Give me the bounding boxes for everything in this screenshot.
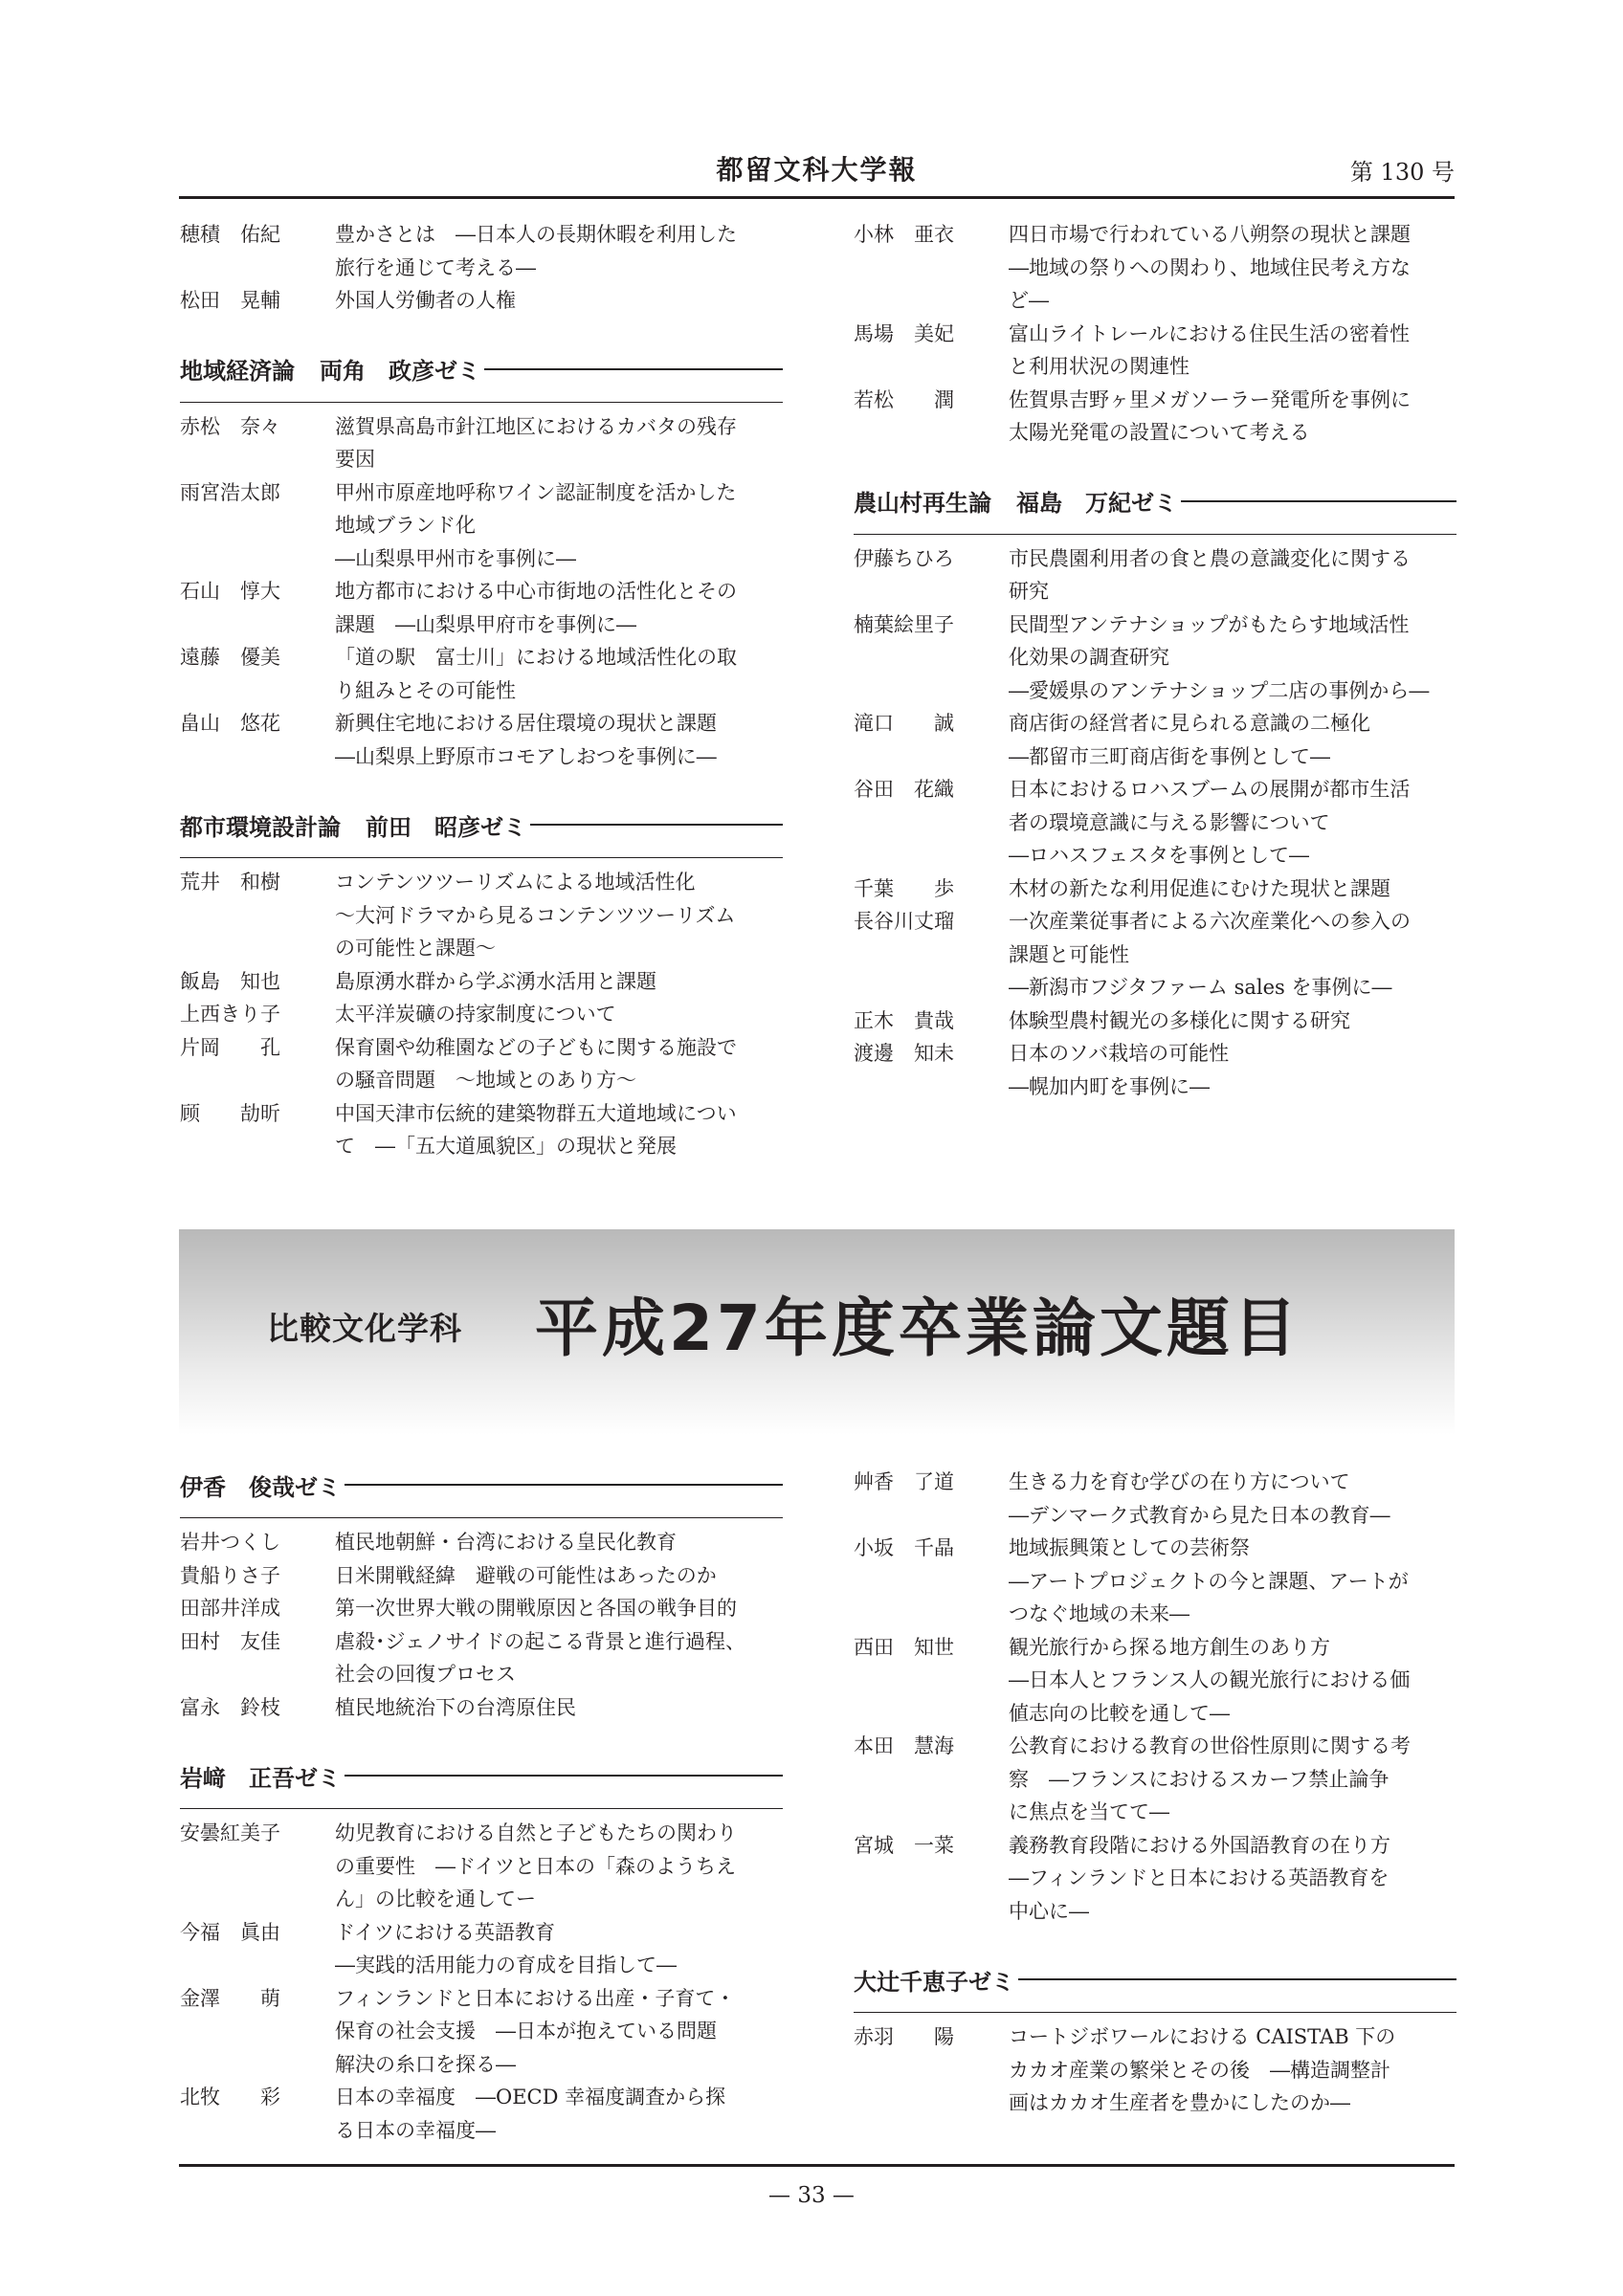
subject-name: 農山村再生論 bbox=[854, 490, 991, 517]
subject-name: 大辻千恵子ゼミ bbox=[854, 1968, 1014, 1996]
student-name: 馬場 美妃 bbox=[854, 321, 954, 345]
student-name: 伊藤ちひろ bbox=[854, 546, 954, 570]
subject-name: 地域経済論 bbox=[180, 358, 295, 385]
thesis-title-line: 一次産業従事者による六次産業化への参入の bbox=[1009, 910, 1411, 933]
seminar-heading bbox=[180, 1756, 783, 1795]
subject-name: 伊香 俊哉ゼミ bbox=[180, 1473, 341, 1501]
thesis-entry bbox=[854, 1004, 1456, 1038]
thesis-title bbox=[1009, 318, 1456, 384]
thesis-title-line: 社会の回復プロセス bbox=[335, 1663, 516, 1686]
heading-rule bbox=[484, 368, 783, 370]
heading-rule bbox=[1018, 1978, 1456, 1980]
thesis-entry bbox=[854, 707, 1456, 773]
section-rule bbox=[180, 1808, 783, 1809]
thesis-entry bbox=[180, 707, 783, 773]
thesis-entry bbox=[180, 575, 783, 641]
thesis-title-line: と利用状況の関連性 bbox=[1009, 355, 1189, 378]
thesis-title-line: つなぐ地域の未来― bbox=[1009, 1602, 1189, 1625]
thesis-title bbox=[335, 1625, 783, 1691]
thesis-title bbox=[1009, 707, 1456, 773]
thesis-title-line: に焦点を当てて― bbox=[1009, 1800, 1169, 1823]
student-name: 飯島 知也 bbox=[180, 969, 280, 993]
thesis-entry bbox=[180, 1097, 783, 1163]
thesis-title-line: ―デンマーク式教育から見た日本の教育― bbox=[1009, 1503, 1390, 1527]
thesis-entry bbox=[180, 1592, 783, 1625]
thesis-title bbox=[1009, 773, 1456, 872]
thesis-entry bbox=[854, 1466, 1456, 1532]
thesis-title-line: 解決の糸口を探る― bbox=[335, 2052, 516, 2076]
seminar-heading bbox=[854, 482, 1456, 520]
thesis-title bbox=[1009, 542, 1456, 608]
seminar-heading bbox=[180, 1466, 783, 1504]
thesis-title-line: 商店街の経営者に見られる意識の二極化 bbox=[1009, 712, 1370, 735]
student-name: 貴船りさ子 bbox=[180, 1563, 280, 1587]
thesis-title bbox=[335, 410, 783, 476]
thesis-title-line: 旅行を通じて考える― bbox=[335, 255, 536, 279]
thesis-entry bbox=[854, 2020, 1456, 2120]
thesis-title-line: 植民地統治下の台湾原住民 bbox=[335, 1695, 576, 1719]
thesis-title-line: 中国天津市伝統的建築物群五大道地域につい bbox=[335, 1101, 737, 1125]
thesis-title bbox=[1009, 1730, 1456, 1829]
student-name: 谷田 花織 bbox=[854, 778, 954, 801]
issue-number: 第 130 号 bbox=[1349, 159, 1455, 186]
thesis-title-line: て ―「五大道風貌区」の現状と発展 bbox=[335, 1135, 677, 1158]
thesis-title-line: 課題 ―山梨県甲府市を事例に― bbox=[335, 612, 636, 636]
thesis-title-line: ―実践的活用能力の育成を目指して― bbox=[335, 1954, 677, 1976]
thesis-title bbox=[335, 2081, 783, 2147]
subject-name: 都市環境設計論 bbox=[180, 813, 341, 841]
thesis-title-line: 新興住宅地における居住環境の現状と課題 bbox=[335, 712, 717, 735]
column-top-left bbox=[180, 218, 783, 1163]
student-name: 楠葉絵里子 bbox=[854, 612, 954, 636]
thesis-entry bbox=[854, 1532, 1456, 1631]
thesis-title-line: 中心に― bbox=[1009, 1899, 1089, 1923]
thesis-title bbox=[1009, 1037, 1456, 1103]
thesis-title-line: 公教育における教育の世俗性原則に関する考 bbox=[1009, 1734, 1411, 1757]
thesis-title bbox=[335, 476, 783, 576]
thesis-title bbox=[335, 1916, 783, 1982]
column-top-right bbox=[854, 218, 1456, 1103]
thesis-title bbox=[1009, 1004, 1456, 1038]
seminar-heading bbox=[180, 350, 783, 388]
thesis-title-line: 研究 bbox=[1009, 580, 1049, 603]
thesis-title-line: 値志向の比較を通して― bbox=[1009, 1701, 1230, 1725]
thesis-title-line: 要因 bbox=[335, 448, 375, 471]
student-name: 本田 慧海 bbox=[854, 1734, 954, 1757]
thesis-title bbox=[1009, 2020, 1456, 2120]
thesis-title-line: 地域ブランド化 bbox=[335, 514, 476, 537]
thesis-entry bbox=[180, 1625, 783, 1691]
thesis-title bbox=[1009, 384, 1456, 450]
student-name: 田部井洋成 bbox=[180, 1597, 280, 1620]
thesis-title bbox=[335, 575, 783, 641]
thesis-title-line: 「道の駅 富士川」における地域活性化の取 bbox=[335, 646, 737, 669]
student-name: 顾 劼昕 bbox=[180, 1101, 280, 1125]
thesis-title bbox=[335, 1559, 783, 1593]
thesis-title bbox=[335, 1097, 783, 1163]
thesis-entry bbox=[854, 905, 1456, 1004]
seminar-heading bbox=[854, 1960, 1456, 1998]
thesis-title-line: 太平洋炭礦の持家制度について bbox=[335, 1003, 616, 1026]
thesis-title-line: る日本の幸福度― bbox=[335, 2118, 496, 2142]
thesis-entry bbox=[854, 542, 1456, 608]
thesis-title-line: 課題と可能性 bbox=[1009, 942, 1129, 966]
thesis-title-line: ～大河ドラマから見るコンテンツツーリズム bbox=[335, 903, 736, 927]
thesis-title-line: 木材の新たな利用促進にむけた現状と課題 bbox=[1009, 876, 1390, 900]
thesis-title-line: コンテンツツーリズムによる地域活性化 bbox=[335, 871, 696, 894]
thesis-entry bbox=[854, 318, 1456, 384]
thesis-title bbox=[1009, 608, 1456, 708]
thesis-title-line: ―ロハスフェスタを事例として― bbox=[1009, 844, 1309, 867]
student-name: 岩井つくし bbox=[180, 1531, 280, 1554]
thesis-title bbox=[335, 998, 783, 1031]
thesis-entry bbox=[180, 866, 783, 965]
seminar-name: 前田 昭彦ゼミ bbox=[366, 813, 526, 841]
thesis-entry bbox=[854, 872, 1456, 906]
student-name: 渡邊 知未 bbox=[854, 1042, 954, 1065]
thesis-entry bbox=[180, 641, 783, 707]
section-rule bbox=[854, 2012, 1456, 2013]
section-rule bbox=[180, 857, 783, 858]
student-name: 小坂 千晶 bbox=[854, 1536, 954, 1559]
thesis-title-line: 民間型アンテナショップがもたらす地域活性 bbox=[1009, 612, 1410, 636]
thesis-entry bbox=[180, 2081, 783, 2147]
thesis-title bbox=[335, 1817, 783, 1916]
thesis-title bbox=[335, 284, 783, 318]
thesis-entry bbox=[180, 1916, 783, 1982]
journal-title: 都留文科大学報 bbox=[716, 154, 918, 186]
thesis-entry bbox=[854, 1631, 1456, 1731]
section-rule bbox=[180, 402, 783, 403]
student-name: 赤羽 陽 bbox=[854, 2025, 954, 2048]
student-name: 片岡 孔 bbox=[180, 1035, 280, 1059]
thesis-title-line: 日本のソバ栽培の可能性 bbox=[1009, 1042, 1230, 1065]
thesis-title-line: ―日本人とフランス人の観光旅行における価 bbox=[1009, 1668, 1411, 1691]
thesis-title-line: 島原湧水群から学ぶ湧水活用と課題 bbox=[335, 969, 656, 993]
thesis-entry bbox=[854, 1037, 1456, 1103]
student-name: 荒井 和樹 bbox=[180, 871, 280, 894]
student-name: 宮城 一菜 bbox=[854, 1833, 954, 1857]
thesis-title-line: 植民地朝鮮・台湾における皇民化教育 bbox=[335, 1531, 677, 1554]
student-name: 上西きり子 bbox=[180, 1003, 280, 1026]
thesis-title bbox=[1009, 1466, 1456, 1532]
thesis-entry bbox=[180, 1982, 783, 2082]
student-name: 西田 知世 bbox=[854, 1635, 954, 1659]
thesis-title-line: 日本の幸福度 ―OECD 幸福度調査から探 bbox=[335, 2086, 726, 2108]
thesis-title-line: ―山梨県上野原市コモアしおつを事例に― bbox=[335, 744, 717, 768]
thesis-entry bbox=[180, 284, 783, 318]
student-name: 滝口 誠 bbox=[854, 712, 954, 735]
thesis-entry bbox=[180, 1559, 783, 1593]
student-name: 赤松 奈々 bbox=[180, 414, 280, 438]
department-banner bbox=[179, 1229, 1455, 1435]
thesis-title bbox=[335, 707, 783, 773]
thesis-title bbox=[335, 641, 783, 707]
running-header bbox=[179, 144, 1455, 195]
thesis-title-line: 市民農園利用者の食と農の意識変化に関する bbox=[1009, 546, 1411, 570]
thesis-entry bbox=[180, 1526, 783, 1559]
student-name: 遠藤 優美 bbox=[180, 646, 280, 669]
thesis-title-line: 日米開戦経緯 避戦の可能性はあったのか bbox=[335, 1563, 717, 1587]
student-name: 雨宮浩太郎 bbox=[180, 480, 280, 504]
thesis-title-line: 生きる力を育む学びの在り方について bbox=[1009, 1470, 1350, 1493]
thesis-title-line: 保育の社会支援 ―日本が抱えている問題 bbox=[335, 2020, 717, 2042]
thesis-title bbox=[335, 965, 783, 999]
seminar-name: 両角 政彦ゼミ bbox=[320, 358, 480, 385]
thesis-title-line: フィンランドと日本における出産・子育て・ bbox=[335, 1986, 736, 2010]
thesis-entry bbox=[180, 1817, 783, 1916]
section-rule bbox=[180, 1517, 783, 1518]
thesis-title-line: ―山梨県甲州市を事例に― bbox=[335, 546, 576, 570]
student-name: 千葉 歩 bbox=[854, 876, 954, 900]
thesis-title-line: ―アートプロジェクトの今と課題、アートが bbox=[1009, 1569, 1409, 1593]
thesis-entry bbox=[854, 218, 1456, 318]
thesis-title-line: 地方都市における中心市街地の活性化とその bbox=[335, 580, 737, 603]
student-name: 松田 晃輔 bbox=[180, 289, 280, 312]
heading-rule bbox=[345, 1484, 783, 1486]
thesis-title-line: 豊かさとは ―日本人の長期休暇を利用した bbox=[335, 223, 737, 246]
student-name: 小林 亜衣 bbox=[854, 223, 954, 246]
student-name: 金澤 萌 bbox=[180, 1986, 280, 2010]
heading-rule bbox=[345, 1775, 783, 1777]
thesis-title-line: の騒音問題 ～地域とのあり方～ bbox=[335, 1069, 636, 1092]
seminar-heading bbox=[180, 806, 783, 844]
heading-rule bbox=[1181, 500, 1456, 502]
thesis-title bbox=[1009, 872, 1456, 906]
student-name: 安曇紅美子 bbox=[180, 1821, 280, 1844]
thesis-title bbox=[335, 1982, 783, 2082]
thesis-title bbox=[335, 218, 783, 284]
thesis-title-line: ―地域の祭りへの関わり、地域住民考え方な bbox=[1009, 255, 1411, 279]
thesis-title-line: 日本におけるロハスブームの展開が都市生活 bbox=[1009, 778, 1411, 801]
thesis-title-line: 外国人労働者の人権 bbox=[335, 289, 516, 312]
thesis-title bbox=[1009, 1631, 1456, 1731]
footer-rule bbox=[179, 2164, 1455, 2167]
thesis-title-line: 者の環境意識に与える影響について bbox=[1009, 810, 1330, 834]
thesis-title-line: ―愛媛県のアンテナショップ二店の事例から― bbox=[1009, 678, 1430, 702]
thesis-entry bbox=[854, 384, 1456, 450]
thesis-title-line: ドイツにおける英語教育 bbox=[335, 1920, 555, 1944]
thesis-title-line: 虐殺･ジェノサイドの起こる背景と進行過程、 bbox=[335, 1629, 746, 1653]
thesis-title-line: 滋賀県高島市針江地区におけるカバタの残存 bbox=[335, 414, 737, 438]
thesis-title-line: の可能性と課題～ bbox=[335, 937, 496, 960]
department-name: 比較文化学科 bbox=[267, 1310, 462, 1347]
thesis-title-line: ―フィンランドと日本における英語教育を bbox=[1009, 1866, 1390, 1889]
banner-title: 平成27年度卒業論文題目 bbox=[535, 1292, 1301, 1365]
thesis-title-line: 幼児教育における自然と子どもたちの関わり bbox=[335, 1821, 737, 1844]
thesis-title bbox=[1009, 1829, 1456, 1929]
thesis-title-line: 観光旅行から探る地方創生のあり方 bbox=[1009, 1635, 1330, 1659]
thesis-title-line: 佐賀県吉野ヶ里メガソーラー発電所を事例に bbox=[1009, 387, 1411, 411]
thesis-entry bbox=[854, 1829, 1456, 1929]
thesis-title-line: ん」の比較を通してー bbox=[335, 1888, 536, 1910]
thesis-title-line: 体験型農村観光の多様化に関する研究 bbox=[1009, 1008, 1350, 1032]
thesis-title-line: 太陽光発電の設置について考える bbox=[1009, 421, 1310, 444]
thesis-title-line: 画はカカオ生産者を豊かにしたのか― bbox=[1009, 2091, 1350, 2114]
subject-name: 岩﨑 正吾ゼミ bbox=[180, 1764, 341, 1792]
thesis-title bbox=[1009, 1532, 1456, 1631]
thesis-title-line: 察 ―フランスにおけるスカーフ禁止論争 bbox=[1009, 1767, 1390, 1791]
student-name: 富永 鈴枝 bbox=[180, 1695, 280, 1719]
student-name: 正木 貴哉 bbox=[854, 1008, 954, 1032]
thesis-title-line: 義務教育段階における外国語教育の在り方 bbox=[1009, 1833, 1390, 1857]
seminar-name: 福島 万紀ゼミ bbox=[1016, 490, 1177, 517]
thesis-title-line: 四日市場で行われている八朔祭の現状と課題 bbox=[1009, 223, 1411, 246]
student-name: 畠山 悠花 bbox=[180, 712, 280, 735]
thesis-title-line: 保育園や幼稚園などの子どもに関する施設で bbox=[335, 1035, 737, 1059]
thesis-title-line: ―新潟市フジタファーム sales を事例に― bbox=[1009, 976, 1392, 999]
thesis-title-line: 第一次世界大戦の開戦原因と各国の戦争目的 bbox=[335, 1597, 737, 1620]
thesis-title bbox=[335, 1031, 783, 1097]
student-name: 田村 友佳 bbox=[180, 1629, 280, 1653]
page-number: — 33 — bbox=[768, 2183, 855, 2208]
thesis-title-line: 甲州市原産地呼称ワイン認証制度を活かした bbox=[335, 480, 737, 504]
heading-rule bbox=[530, 824, 783, 826]
thesis-title bbox=[335, 1526, 783, 1559]
section-rule bbox=[854, 534, 1456, 535]
thesis-entry bbox=[180, 998, 783, 1031]
thesis-entry bbox=[854, 773, 1456, 872]
thesis-entry bbox=[854, 1730, 1456, 1829]
thesis-title bbox=[1009, 905, 1456, 1004]
thesis-title bbox=[335, 1691, 783, 1725]
thesis-title-line: 地域振興策としての芸術祭 bbox=[1009, 1536, 1250, 1559]
student-name: 北牧 彩 bbox=[180, 2086, 280, 2108]
thesis-title-line: カカオ産業の繁栄とその後 ―構造調整計 bbox=[1009, 2058, 1390, 2082]
thesis-title-line: り組みとその可能性 bbox=[335, 678, 516, 702]
header-rule bbox=[179, 196, 1455, 199]
column-bottom-left bbox=[180, 1466, 783, 2147]
thesis-title-line: ―幌加内町を事例に― bbox=[1009, 1074, 1210, 1098]
student-name: 若松 潤 bbox=[854, 387, 954, 411]
thesis-title-line: ―都留市三町商店街を事例として― bbox=[1009, 744, 1330, 768]
thesis-title bbox=[1009, 218, 1456, 318]
student-name: 艸香 了道 bbox=[854, 1470, 954, 1493]
thesis-entry bbox=[180, 1691, 783, 1725]
thesis-title bbox=[335, 1592, 783, 1625]
student-name: 穂積 佑紀 bbox=[180, 223, 280, 246]
thesis-entry bbox=[180, 965, 783, 999]
student-name: 今福 眞由 bbox=[180, 1920, 280, 1944]
thesis-entry bbox=[180, 1031, 783, 1097]
thesis-entry bbox=[854, 608, 1456, 708]
student-name: 長谷川丈瑠 bbox=[854, 910, 954, 933]
thesis-title-line: ど― bbox=[1009, 289, 1049, 312]
thesis-title bbox=[335, 866, 783, 965]
thesis-title-line: コートジボワールにおける CAISTAB 下の bbox=[1009, 2025, 1396, 2048]
thesis-title-line: 富山ライトレールにおける住民生活の密着性 bbox=[1009, 321, 1410, 345]
thesis-entry bbox=[180, 410, 783, 476]
thesis-entry bbox=[180, 218, 783, 284]
thesis-title-line: の重要性 ―ドイツと日本の「森のようちえ bbox=[335, 1854, 736, 1878]
student-name: 石山 惇大 bbox=[180, 580, 280, 603]
thesis-title-line: 化効果の調査研究 bbox=[1009, 646, 1169, 669]
thesis-entry bbox=[180, 476, 783, 576]
column-bottom-right bbox=[854, 1466, 1456, 2120]
